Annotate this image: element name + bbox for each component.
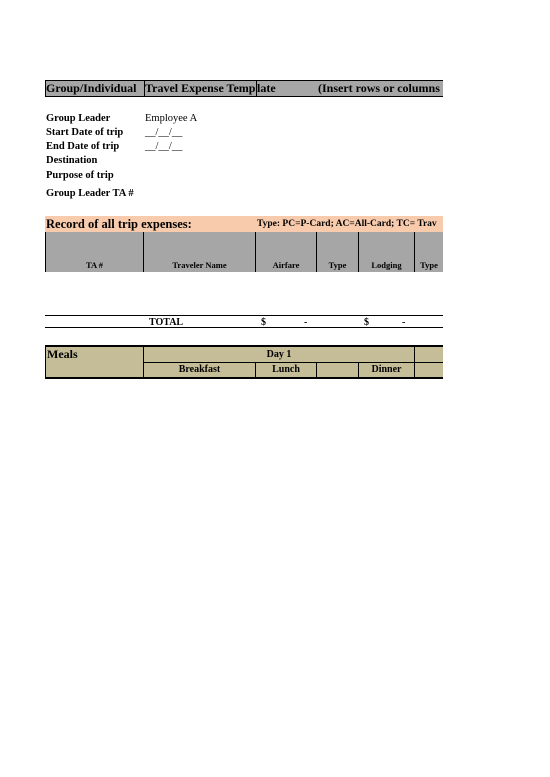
record-title: Record of all trip expenses: (46, 217, 192, 231)
column-header-ta-text: TA # (85, 260, 104, 270)
column-header-airfare-type-text: Type (328, 260, 347, 270)
dinner-label: Dinner (371, 364, 402, 375)
start-date-value: __/__/__ (145, 127, 183, 138)
template-title-row (45, 80, 443, 97)
column-header-ta (45, 232, 144, 272)
lunch-cell (256, 363, 317, 377)
lunch-label: Lunch (272, 364, 300, 375)
day-1-header-cell (144, 347, 415, 363)
title-cell-group-individual: Group/Individual (45, 80, 144, 97)
record-type-note: Type: PC=P-Card; AC=All-Card; TC= Trav (257, 219, 437, 229)
purpose-label: Purpose of trip (46, 170, 114, 181)
start-date-label: Start Date of trip (46, 127, 124, 138)
breakfast-cell (144, 363, 256, 377)
column-header-lodging-type (415, 232, 443, 272)
end-date-value: __/__/__ (145, 141, 183, 152)
column-header-airfare-type (317, 232, 359, 272)
meals-label: Meals (47, 347, 78, 361)
group-leader-ta-label: Group Leader TA # (46, 188, 134, 199)
breakfast-label: Breakfast (178, 364, 221, 375)
day-2-header-cell (415, 347, 443, 363)
total-lodging-symbol: $ (364, 317, 369, 328)
title-cell-insert-note (317, 80, 443, 97)
total-lodging-value: - (402, 317, 406, 328)
insert-note-text: (Insert rows or columns (318, 81, 440, 95)
column-header-traveler-name-text: Traveler Name (172, 260, 227, 270)
end-date-label: End Date of trip (46, 141, 120, 152)
destination-label: Destination (46, 155, 98, 166)
group-leader-value: Employee A (145, 113, 198, 124)
column-header-airfare (256, 232, 317, 272)
total-top-border (45, 315, 443, 316)
total-airfare-value: - (304, 317, 308, 328)
column-header-traveler-name (144, 232, 256, 272)
column-header-airfare-text: Airfare (272, 260, 300, 270)
day-1-label: Day 1 (266, 349, 292, 360)
total-label: TOTAL (149, 317, 184, 328)
title-cell-late: late (256, 80, 318, 97)
dinner-type-cell (415, 363, 443, 377)
record-expenses-band (45, 216, 443, 232)
column-header-lodging-text: Lodging (371, 260, 402, 270)
title-cell-travel-expense: Travel Expense Temp (145, 81, 256, 95)
column-header-lodging-type-text: Type (420, 260, 438, 270)
meals-section (45, 345, 443, 379)
meals-label-cell (45, 347, 144, 377)
lunch-type-cell (317, 363, 359, 377)
group-leader-label: Group Leader (46, 113, 111, 124)
total-bottom-border (45, 327, 443, 328)
dinner-cell (359, 363, 415, 377)
column-header-lodging (359, 232, 415, 272)
total-airfare-symbol: $ (261, 317, 266, 328)
